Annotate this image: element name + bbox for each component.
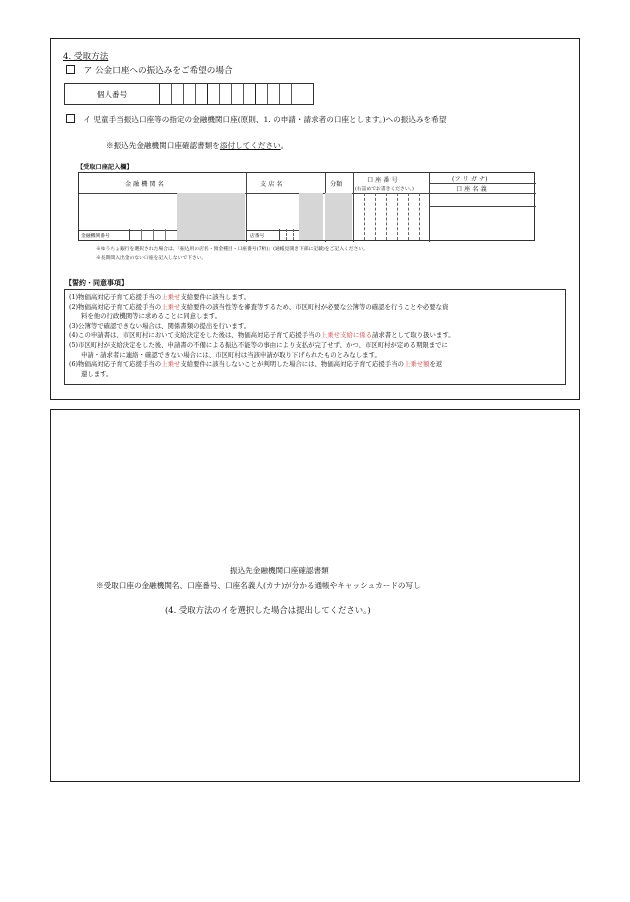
pledge-item: (3)公簿等で確認できない場合は、関係書類の提出を行います。 [69,321,251,330]
col-type-header: 分類 [330,181,343,188]
attachment-description: ※受取口座の金融機関名、口座番号、口座名義人(カナ)が分かる通帳やキャッシュカードの写し [96,581,421,590]
col-number-header: 口 座 番 号 [367,177,398,184]
col-bank-header: 金 融 機 関 名 [125,181,164,188]
holder-name-input[interactable] [430,206,534,240]
pledge-item: (2)物価高対応子育て応援手当の上乗せ支給要件の該当性等を審査等するため、市区町村が必要な公簿等の確認を行うことや必要な資 [69,302,449,311]
pledge-title: 【誓約・同意事項】 [65,278,128,287]
option-i-checkbox[interactable] [66,114,75,123]
pledge-item: (4)この申請書は、市区町村において支給決定をした後は、物価高対応子育て応援手当の上乗せ支給に係る請求書として取り扱います。 [69,331,455,340]
attach-note-suffix: 。 [280,141,289,150]
branch-code-label: 店番号 [250,234,265,239]
mynumber-digit[interactable] [292,84,304,104]
pledge-item: 還します。 [81,369,113,378]
bank-shaded-area [177,193,245,240]
bank-code-label: 金融機関番号 [81,234,110,239]
account-note-1: ※ゆうちょ銀行を選択された場合は、「振込用の店名・預金種目・口座番号(7桁)」(通帳見開き下部に記載)をご記入ください。 [96,247,368,252]
mynumber-digit[interactable] [220,84,232,104]
col-branch-header: 支 店 名 [260,181,283,188]
attach-note [106,140,288,151]
option-i-label: イ 児童手当振込口座等の指定の金融機関口座(原則、1. の申請・請求者の口座とします。)への振込みを希望 [83,115,447,124]
mynumber-digit[interactable] [232,84,244,104]
mynumber-digit[interactable] [196,84,208,104]
branch-name-input[interactable] [247,194,297,228]
attachment-box [50,409,580,782]
bank-name-input[interactable] [79,194,175,228]
pledge-item: 料を他の行政機関等に求めることに同意します。 [81,312,222,321]
attachment-note: (4. 受取方法のイを選択した場合は提出してください。) [165,605,371,615]
attach-note-underlined: 添付してください [219,141,281,150]
col-number-subheader: (右詰めでお書きください。) [355,187,414,192]
pledge-item: (6)物価高対応子育て応援手当の上乗せ支給要件に該当しないことが判明した場合には、物価高対応子育て応援手当の上乗せ額を返 [69,360,443,369]
option-a-row [66,64,233,76]
holder-kana-input[interactable] [430,194,534,205]
pledge-item: 申請・請求者に連絡・確認できない場合には、市区町村は当該申請が取り下げられたものとみなします。 [81,350,381,359]
option-a-checkbox[interactable] [66,65,75,74]
col-kana-header: (フ リ ガ ナ) [452,176,488,183]
mynumber-digit[interactable] [256,84,268,104]
pledge-item: (5)市区町村が支給決定をした後、申請書の不備による振込不能等の事由により支払が完了せず、かつ、市区町村が定める期限までに [69,340,448,349]
mynumber-digit[interactable] [160,84,172,104]
mynumber-field[interactable] [64,83,314,105]
mynumber-label: 個人番号 [65,84,160,104]
attach-note-prefix: ※振込先金融機関口座確認書類を [106,141,220,150]
type-shaded-area [325,193,352,240]
bank-code-input[interactable] [129,229,175,240]
option-a-label: ア 公金口座への振込みをご希望の場合 [83,66,233,76]
mynumber-digit[interactable] [208,84,220,104]
account-note-2: ※長期間入出金のない口座を記入しないで下さい。 [96,256,207,261]
mynumber-digit[interactable] [184,84,196,104]
account-table-caption: 【受取口座記入欄】 [77,164,133,171]
mynumber-digit[interactable] [280,84,292,104]
branch-shaded-area [299,193,323,240]
account-number-input[interactable] [353,194,429,240]
mynumber-digit[interactable] [268,84,280,104]
section-4-title: 4. 受取方法 [63,52,109,62]
pledge-item: (1)物価高対応子育て応援手当の上乗せ支給要件に該当します。 [69,293,251,301]
branch-code-input[interactable] [279,229,299,240]
col-holder-header: 口 座 名 義 [456,186,487,193]
attachment-title: 振込先金融機関口座確認書類 [230,566,329,575]
mynumber-digit[interactable] [244,84,256,104]
option-i-row [66,114,446,125]
pledge-box [64,289,566,385]
mynumber-digit[interactable] [172,84,184,104]
